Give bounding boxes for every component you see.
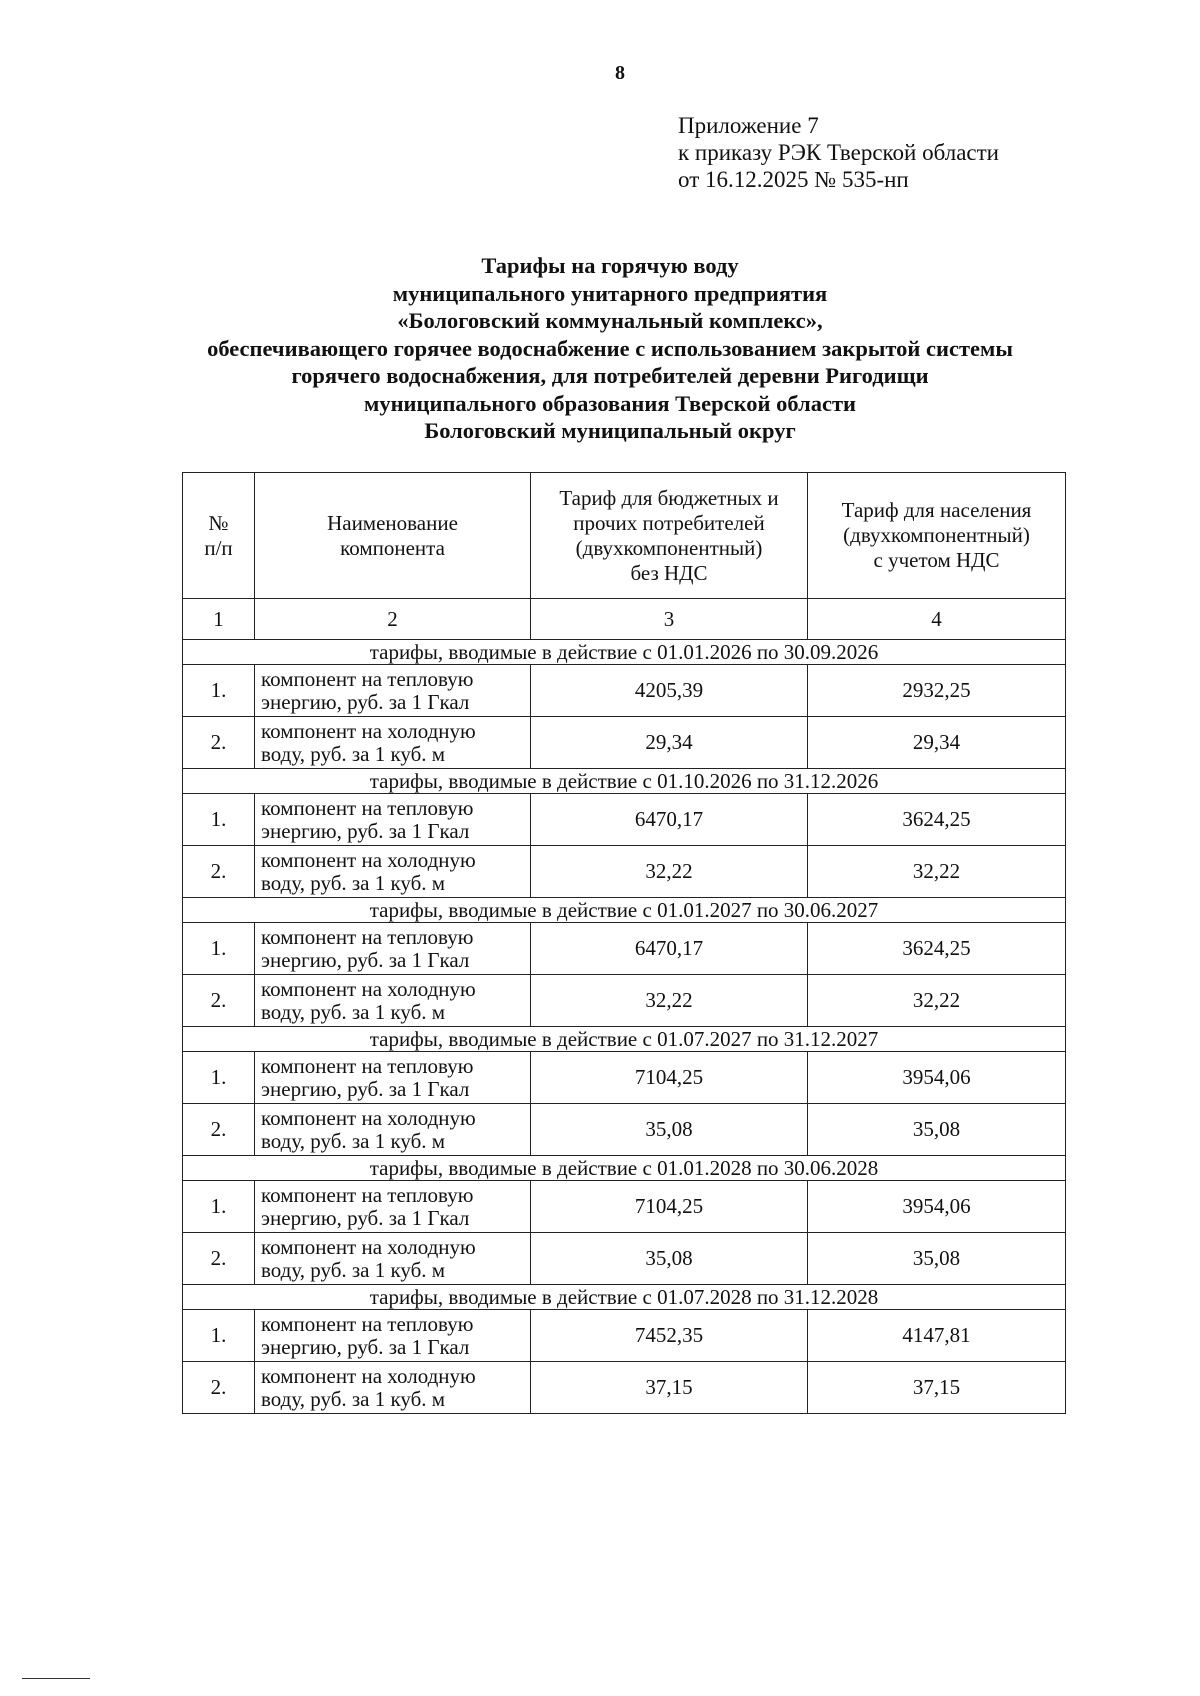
table-row [183,1181,1066,1233]
component-name [255,1052,531,1104]
population-tariff-value: 37,15 [808,1362,1066,1414]
row-number: 1. [183,665,255,717]
period-row [183,1285,1066,1310]
period-label: тарифы, вводимые в действие с 01.07.2027 по 31.12.2027 [183,1027,1066,1052]
component-name-line: энергию, руб. за 1 Гкал [261,947,470,972]
header-budget-line: без НДС [630,560,708,585]
component-name-line: энергию, руб. за 1 Гкал [261,818,470,843]
column-number: 3 [531,599,808,640]
component-name-line: компонент на холодную [261,718,476,743]
component-name [255,1104,531,1156]
row-number: 2. [183,1362,255,1414]
component-name [255,1310,531,1362]
component-name-line: компонент на холодную [261,976,476,1001]
table-row [183,1052,1066,1104]
row-number: 1. [183,1052,255,1104]
header-number-line: п/п [204,535,233,560]
component-name-line: компонент на тепловую [261,924,474,949]
budget-tariff-value: 4205,39 [531,665,808,717]
header-component-name [255,473,531,599]
title-line: муниципального образования Тверской области [364,390,856,416]
header-budget-tariff [531,473,808,599]
period-row [183,1027,1066,1052]
table-row [183,1233,1066,1285]
period-row [183,1156,1066,1181]
component-name [255,794,531,846]
row-number: 1. [183,794,255,846]
period-label: тарифы, вводимые в действие с 01.10.2026 по 31.12.2026 [183,769,1066,794]
tariffs-table [182,472,1066,1414]
population-tariff-value: 3624,25 [808,923,1066,975]
period-row [183,640,1066,665]
row-number: 2. [183,1233,255,1285]
header-population-tariff [808,473,1066,599]
header-name-line: компонента [340,535,445,560]
budget-tariff-value: 6470,17 [531,923,808,975]
header-number-line: № [208,510,229,535]
population-tariff-value: 32,22 [808,975,1066,1027]
title-line: муниципального унитарного предприятия [392,280,828,306]
column-number-row [183,599,1066,640]
population-tariff-value: 32,22 [808,846,1066,898]
table-row [183,717,1066,769]
component-name-line: воду, руб. за 1 куб. м [261,1128,446,1153]
header-budget-line: прочих потребителей [573,510,765,535]
column-number: 4 [808,599,1066,640]
component-name-line: компонент на холодную [261,1105,476,1130]
period-label: тарифы, вводимые в действие с 01.01.2028 по 30.06.2028 [183,1156,1066,1181]
component-name [255,717,531,769]
component-name [255,1362,531,1414]
population-tariff-value: 3954,06 [808,1181,1066,1233]
period-row [183,769,1066,794]
component-name-line: энергию, руб. за 1 Гкал [261,1334,470,1359]
budget-tariff-value: 32,22 [531,846,808,898]
header-population-line: Тариф для населения [841,498,1032,522]
footer-rule [22,1678,90,1679]
component-name-line: воду, руб. за 1 куб. м [261,741,446,766]
population-tariff-value: 3954,06 [808,1052,1066,1104]
component-name-line: компонент на тепловую [261,1311,474,1336]
row-number: 1. [183,923,255,975]
table-row [183,1104,1066,1156]
population-tariff-value: 29,34 [808,717,1066,769]
component-name [255,846,531,898]
population-tariff-value: 3624,25 [808,794,1066,846]
component-name-line: компонент на тепловую [261,795,474,820]
row-number: 1. [183,1181,255,1233]
budget-tariff-value: 7452,35 [531,1310,808,1362]
budget-tariff-value: 37,15 [531,1362,808,1414]
appendix-line-2: к приказу РЭК Тверской области [678,140,999,165]
column-number: 1 [183,599,255,640]
row-number: 1. [183,1310,255,1362]
component-name-line: компонент на тепловую [261,666,474,691]
table-row [183,923,1066,975]
budget-tariff-value: 7104,25 [531,1052,808,1104]
budget-tariff-value: 35,08 [531,1104,808,1156]
appendix-line-3: от 16.12.2025 № 535-нп [678,167,909,192]
component-name-line: компонент на холодную [261,847,476,872]
period-label: тарифы, вводимые в действие с 01.07.2028 по 31.12.2028 [183,1285,1066,1310]
title-line: Тарифы на горячую воду [481,253,739,278]
component-name-line: компонент на тепловую [261,1053,474,1078]
page-number: 8 [615,62,625,84]
budget-tariff-value: 7104,25 [531,1181,808,1233]
population-tariff-value: 35,08 [808,1233,1066,1285]
title-line: обеспечивающего горячее водоснабжение с использованием закрытой системы [207,335,1013,361]
component-name-line: компонент на тепловую [261,1182,474,1207]
component-name-line: воду, руб. за 1 куб. м [261,870,446,895]
population-tariff-value: 35,08 [808,1104,1066,1156]
component-name-line: энергию, руб. за 1 Гкал [261,689,470,714]
title-line: горячего водоснабжения, для потребителей деревни Ригодищи [291,363,929,388]
period-row [183,898,1066,923]
header-population-line: (двухкомпонентный) [843,523,1030,547]
component-name-line: воду, руб. за 1 куб. м [261,1386,446,1411]
column-number: 2 [255,599,531,640]
component-name-line: воду, руб. за 1 куб. м [261,1257,446,1282]
row-number: 2. [183,975,255,1027]
budget-tariff-value: 35,08 [531,1233,808,1285]
budget-tariff-value: 29,34 [531,717,808,769]
table-row [183,665,1066,717]
table-row [183,1310,1066,1362]
period-label: тарифы, вводимые в действие с 01.01.2026 по 30.09.2026 [183,640,1066,665]
header-number [183,473,255,599]
budget-tariff-value: 32,22 [531,975,808,1027]
table-row [183,846,1066,898]
component-name [255,1181,531,1233]
component-name [255,1233,531,1285]
component-name [255,665,531,717]
appendix-line-1: Приложение 7 [678,113,819,138]
header-budget-line: (двухкомпонентный) [575,535,763,560]
component-name-line: компонент на холодную [261,1363,476,1388]
table-row [183,794,1066,846]
header-name-line: Наименование [327,510,458,535]
component-name-line: энергию, руб. за 1 Гкал [261,1076,470,1101]
population-tariff-value: 4147,81 [808,1310,1066,1362]
table-row [183,975,1066,1027]
row-number: 2. [183,846,255,898]
component-name-line: энергию, руб. за 1 Гкал [261,1205,470,1230]
row-number: 2. [183,717,255,769]
component-name-line: компонент на холодную [261,1234,476,1259]
header-budget-line: Тариф для бюджетных и [559,485,779,510]
table-row [183,1362,1066,1414]
title-line: «Бологовский коммунальный комплекс», [397,308,823,333]
title-line: Бологовский муниципальный округ [424,418,796,443]
header-population-line: с учетом НДС [873,548,1000,572]
component-name [255,975,531,1027]
period-label: тарифы, вводимые в действие с 01.01.2027 по 30.06.2027 [183,898,1066,923]
budget-tariff-value: 6470,17 [531,794,808,846]
row-number: 2. [183,1104,255,1156]
document-title [150,252,1070,445]
appendix-reference [678,112,999,193]
component-name [255,923,531,975]
population-tariff-value: 2932,25 [808,665,1066,717]
table-header-row [183,473,1066,599]
component-name-line: воду, руб. за 1 куб. м [261,999,446,1024]
